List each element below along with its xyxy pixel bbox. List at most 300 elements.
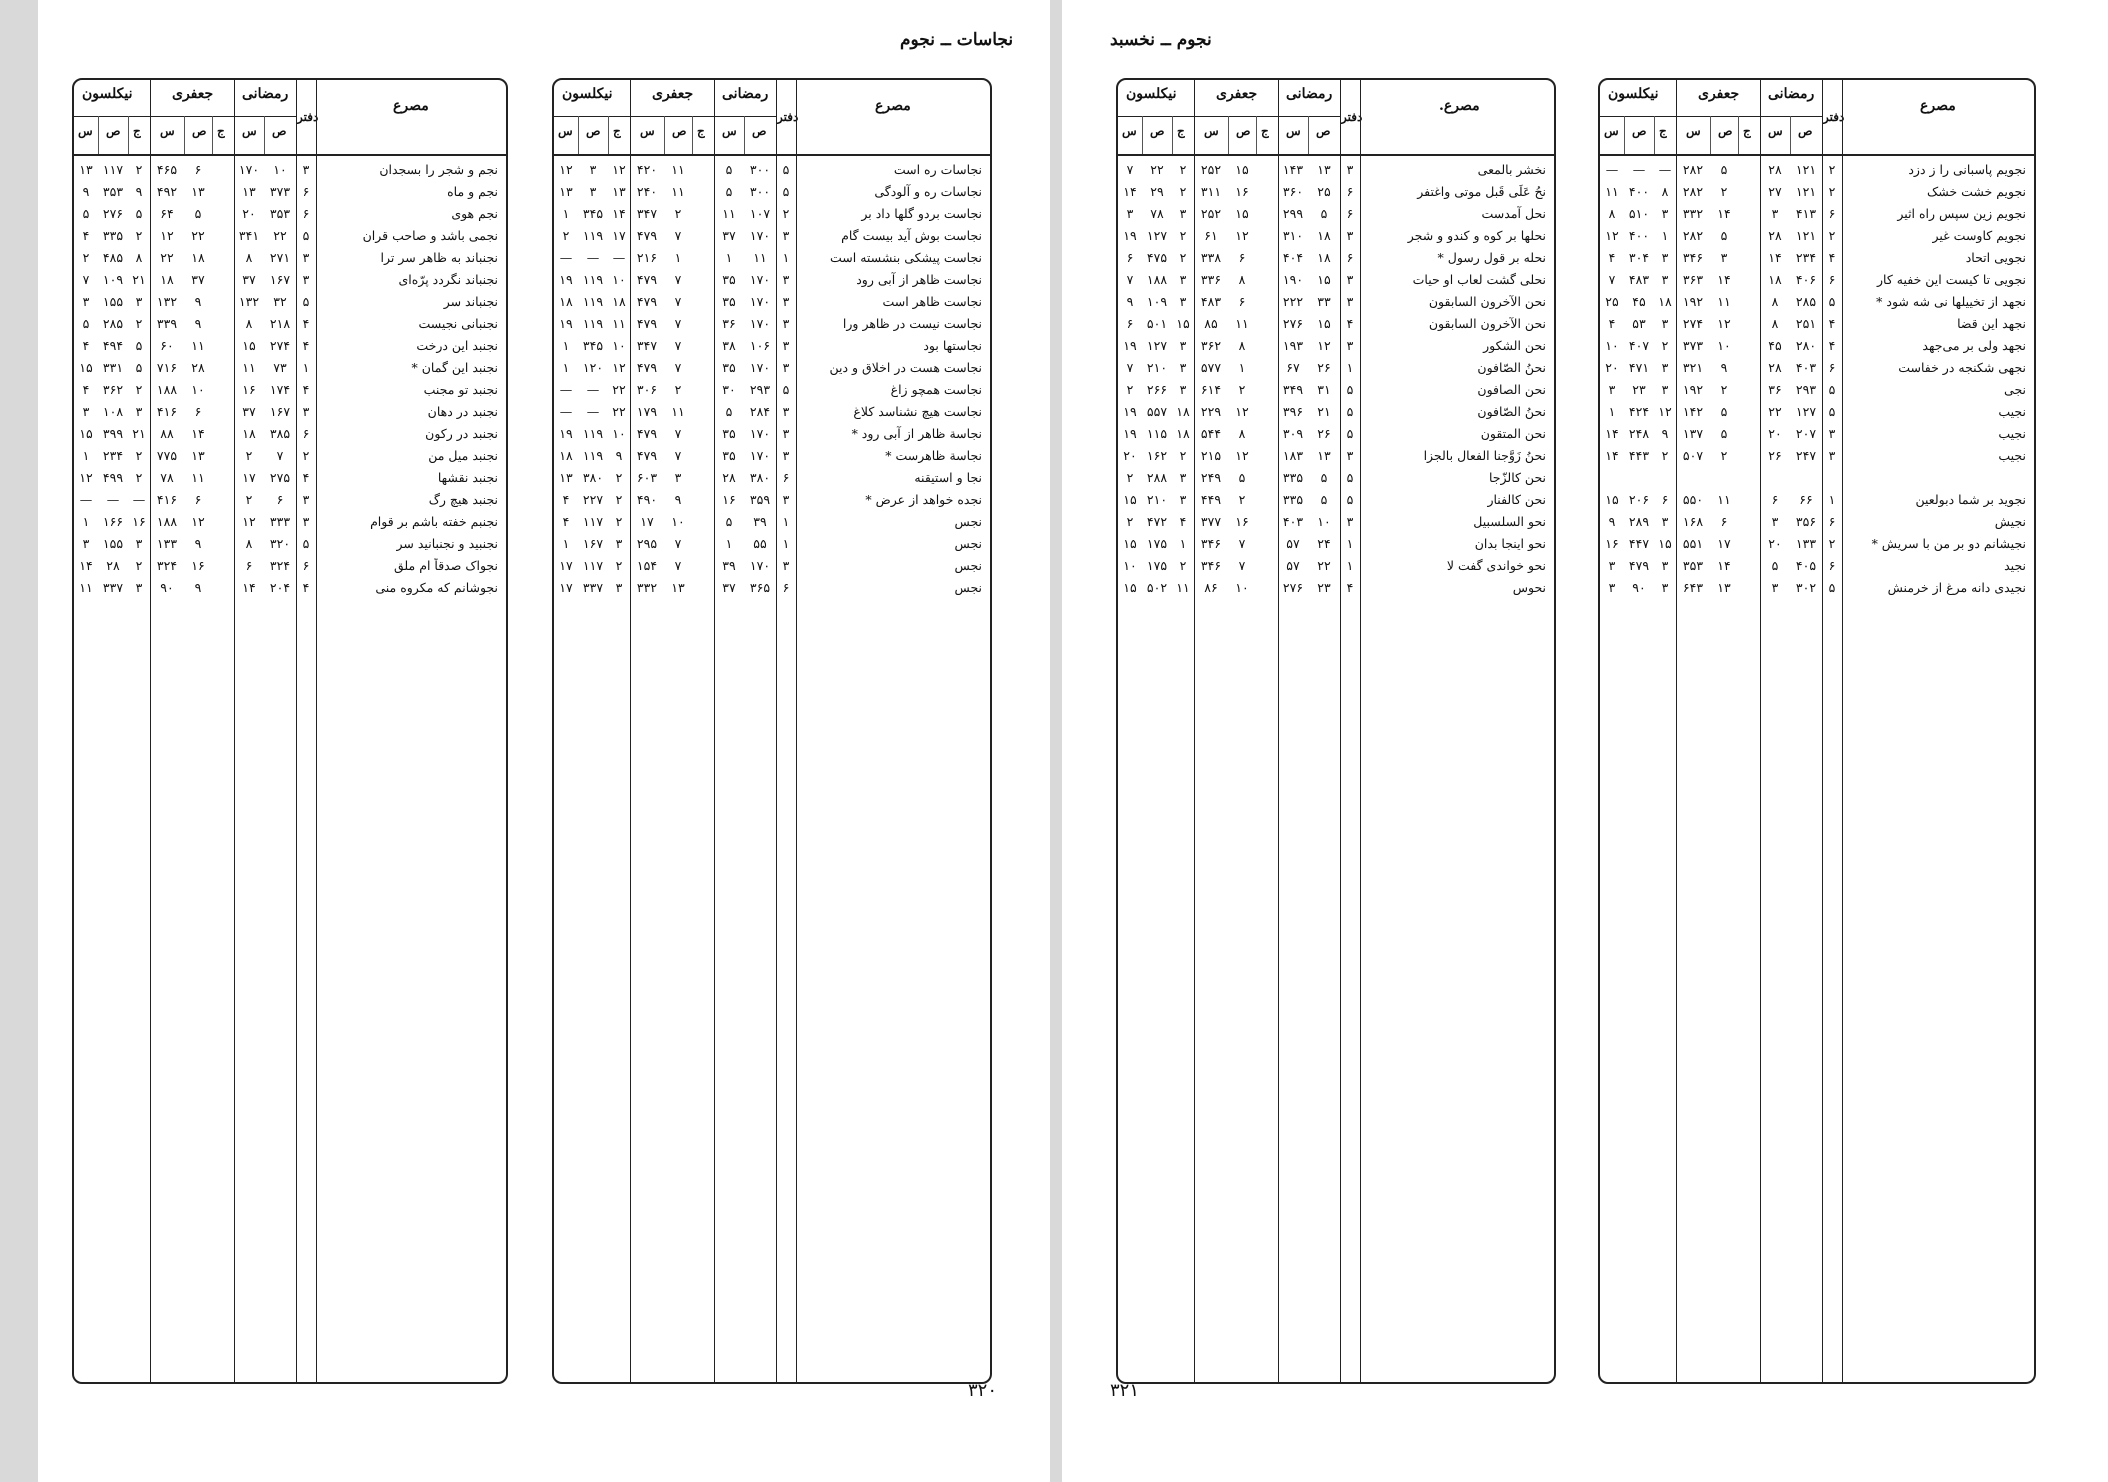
reference-number: ۳۶۵ (749, 580, 771, 595)
subheader-label: س (1122, 124, 1137, 138)
table-row (74, 360, 506, 379)
reference-number: ۲۱ (132, 426, 146, 441)
reference-number: ۷ (674, 338, 682, 353)
reference-number: ۳ (1608, 382, 1616, 397)
table-header (74, 80, 506, 156)
reference-number: ۳ (1179, 470, 1187, 485)
reference-number: ۱ (725, 250, 733, 265)
reference-number: ۳۴۷ (636, 206, 658, 221)
reference-number: ۱۷ (242, 470, 256, 485)
reference-number: ۶ (1346, 184, 1354, 199)
reference-number: ۲۰ (1768, 426, 1782, 441)
subcolumn-divider (212, 116, 213, 154)
reference-number: ۳ (1346, 448, 1354, 463)
reference-number: ۱۳ (1317, 162, 1331, 177)
verse-text: نحن الصافون (1477, 382, 1546, 397)
reference-number: ۴ (302, 382, 310, 397)
reference-number: ۲۶۶ (1146, 382, 1168, 397)
reference-number: ۳۹۶ (1282, 404, 1304, 419)
reference-number: ۴۷۹ (636, 294, 658, 309)
reference-number: ۳ (1346, 162, 1354, 177)
reference-number: ۳ (82, 294, 90, 309)
reference-number: ۱۷ (612, 228, 626, 243)
reference-number: ۱۶ (132, 514, 146, 529)
reference-number: ۷ (674, 426, 682, 441)
subheader-label: ص (1236, 124, 1251, 138)
reference-number: ۸ (1238, 272, 1246, 287)
reference-number: ۱۴ (1717, 206, 1731, 221)
reference-number: ۲ (1126, 470, 1134, 485)
reference-number: ۲۷۴ (1682, 316, 1704, 331)
reference-number: ۲ (1720, 382, 1728, 397)
reference-number: ۱ (782, 536, 790, 551)
subcolumn-divider (1256, 116, 1257, 154)
reference-number: ۳۳۷ (582, 580, 604, 595)
reference-number: ۱۷ (640, 514, 654, 529)
verse-text: نجیش (1994, 514, 2026, 529)
subcolumn-divider (1228, 116, 1229, 154)
table-row (74, 580, 506, 599)
verse-text: نجس (954, 536, 982, 551)
reference-number: ۱۰ (1317, 514, 1331, 529)
verse-text: نجس (954, 558, 982, 573)
reference-number: ۷ (674, 272, 682, 287)
verse-text: نجیب (1998, 448, 2026, 463)
reference-number: ۵ (1320, 492, 1328, 507)
reference-number: ۲۸۲ (1682, 184, 1704, 199)
table-row (1118, 228, 1554, 247)
reference-number: ۱۵۴ (636, 558, 658, 573)
reference-number: ۷ (82, 272, 90, 287)
reference-number: ۱۲ (1317, 338, 1331, 353)
reference-number: ۵ (1720, 426, 1728, 441)
reference-number: ۱۷۰ (749, 272, 771, 287)
subheader-label: ص (192, 124, 207, 138)
verse-text: نحن المتقون (1480, 426, 1546, 441)
table-row (554, 404, 990, 423)
reference-number: ۱۱ (191, 338, 205, 353)
reference-number: ۹۰ (1632, 580, 1646, 595)
reference-number: ۵۷۷ (1200, 360, 1222, 375)
reference-number: ۴۴۳ (1628, 448, 1650, 463)
reference-number: ۳۹ (722, 558, 736, 573)
reference-number: ۱۱۹ (582, 448, 604, 463)
reference-number: ۱۱ (1176, 580, 1190, 595)
reference-number: ۵۰۲ (1146, 580, 1168, 595)
reference-number: ۲۰ (1605, 360, 1619, 375)
reference-number: ۳۶۳ (1682, 272, 1704, 287)
reference-number: ۳ (1126, 206, 1134, 221)
reference-number: ۶ (194, 162, 202, 177)
reference-number: ۱۵ (1123, 536, 1137, 551)
reference-number: ۲۳ (1317, 580, 1331, 595)
reference-number: ۲۷۶ (1282, 316, 1304, 331)
reference-number: ۲ (674, 382, 682, 397)
table-row (1118, 272, 1554, 291)
reference-number: ۱۳ (79, 162, 93, 177)
reference-number: ۱۲ (1605, 228, 1619, 243)
verse-text: نجهد ولی بر می‌جهد (1922, 338, 2026, 353)
verse-text: نحُ عَلَی قَبل موتی واغتفر (1417, 184, 1546, 199)
reference-number: ۱۳ (191, 184, 205, 199)
table-row (1118, 162, 1554, 181)
verse-text: نجاست هیچ نشناسد کلاغ (853, 404, 982, 419)
table-row (554, 536, 990, 555)
verse-text: نجنبانی نجیست (418, 316, 498, 331)
subheader-label: س (160, 124, 175, 138)
reference-number: ۱۰۶ (749, 338, 771, 353)
reference-number: ۳ (302, 250, 310, 265)
reference-number: ۱ (82, 448, 90, 463)
table-row (1600, 162, 2034, 181)
reference-number: ۱۵ (1317, 316, 1331, 331)
reference-number: ۲ (1238, 382, 1246, 397)
reference-number: ۱۳ (242, 184, 256, 199)
reference-number: ۲۱۰ (1146, 492, 1168, 507)
table-row (1118, 514, 1554, 533)
reference-number: ۱۲ (79, 470, 93, 485)
reference-number: ۲ (1179, 250, 1187, 265)
reference-number: ۷۸ (1150, 206, 1164, 221)
reference-number: ۱۳۲ (238, 294, 260, 309)
verse-text: نجاسة ظاهرست * (885, 448, 982, 463)
reference-number: ۱۱۷ (102, 162, 124, 177)
reference-number: ۲ (1179, 162, 1187, 177)
header-jafari: جعفری (1698, 86, 1740, 102)
verse-text: نجاست پیشکی بنشسته است (830, 250, 982, 265)
reference-number: ۱۲ (612, 360, 626, 375)
reference-number: ۱۵ (79, 360, 93, 375)
reference-number: ۳۸۵ (269, 426, 291, 441)
reference-number: ۶ (194, 492, 202, 507)
header-jafari: جعفری (1216, 86, 1258, 102)
verse-text: نجواک صدقاً ام ملق (393, 558, 498, 573)
subheader-label: س (1768, 124, 1783, 138)
reference-number: ۶ (245, 558, 253, 573)
reference-number: ۳ (782, 338, 790, 353)
reference-number: ۳۵۹ (749, 492, 771, 507)
table-row (1600, 250, 2034, 269)
reference-number: ۲۹ (1150, 184, 1164, 199)
reference-number: ۳۱۰ (1282, 228, 1304, 243)
table-row (554, 184, 990, 203)
reference-number: ۶۶ (1799, 492, 1813, 507)
reference-number: ۱۷۵ (1146, 536, 1168, 551)
reference-number: ۲ (135, 228, 143, 243)
reference-number: ۳۶ (1768, 382, 1782, 397)
reference-number: ۹ (194, 580, 202, 595)
reference-number: ۳۲۴ (269, 558, 291, 573)
table-row (1118, 492, 1554, 511)
table-row (74, 404, 506, 423)
reference-number: ۱۹ (1123, 404, 1137, 419)
reference-number: ۵ (1320, 206, 1328, 221)
reference-number: ۱۳۷ (1682, 426, 1704, 441)
subcolumn-divider (1172, 116, 1173, 154)
reference-number: ۳ (1828, 448, 1836, 463)
subheader-label: ص (1718, 124, 1733, 138)
reference-number: ۵ (135, 360, 143, 375)
reference-number: ۴۰۰ (1628, 184, 1650, 199)
reference-number: ۳ (1179, 492, 1187, 507)
reference-number: ۴۵ (1768, 338, 1782, 353)
reference-number: ۷ (276, 448, 284, 463)
reference-number: ۶ (302, 184, 310, 199)
subheader-label: س (1286, 124, 1301, 138)
reference-number: ۲۰ (1123, 448, 1137, 463)
table-row (1600, 580, 2034, 599)
reference-number: ۱۱ (1717, 294, 1731, 309)
reference-number: ۱ (562, 338, 570, 353)
reference-number: ۲ (1179, 228, 1187, 243)
reference-number: ۳ (782, 448, 790, 463)
reference-number: ۵۰۷ (1682, 448, 1704, 463)
reference-number: ۴۰۰ (1628, 228, 1650, 243)
header-nicholson: نیکلسون (562, 86, 613, 102)
reference-number: ۱۸۸ (156, 382, 178, 397)
reference-number: ۲ (615, 558, 623, 573)
subcolumn-divider (264, 116, 265, 154)
header-divider (74, 116, 296, 117)
reference-number: ۵ (194, 206, 202, 221)
reference-number: ۳۳۹ (156, 316, 178, 331)
verse-text: نجیشانم دو بر من با سریش * (1871, 536, 2026, 551)
verse-text: نحن کالزّجا (1488, 470, 1546, 485)
reference-number: ۵ (302, 294, 310, 309)
subcolumn-divider (1710, 116, 1711, 154)
reference-number: ۱۱۹ (582, 426, 604, 441)
reference-number: ۱۱ (79, 580, 93, 595)
reference-number: ۶۴ (160, 206, 174, 221)
subcolumn-divider (1790, 116, 1791, 154)
verse-text: نجنبد در رکون (425, 426, 498, 441)
verse-text: نجهد از تخییلها نی شه شود * (1876, 294, 2026, 309)
verse-text: نجویم زین سپس راه اثیر (1897, 206, 2026, 221)
subcolumn-divider (1142, 116, 1143, 154)
subcolumn-divider (1308, 116, 1309, 154)
reference-number: ۱۱ (722, 206, 736, 221)
reference-number: ۳۳۵ (1282, 492, 1304, 507)
header-divider (1118, 116, 1340, 117)
reference-number: ۴۱۶ (156, 492, 178, 507)
reference-number: ۲۸۲ (1682, 228, 1704, 243)
reference-number: ۳ (615, 536, 623, 551)
reference-number: ۶۰۳ (636, 470, 658, 485)
reference-number: ۳۰۲ (1795, 580, 1817, 595)
reference-number: ۱۹ (1123, 228, 1137, 243)
reference-number: ۴۵ (1632, 294, 1646, 309)
reference-number: ۶ (1238, 294, 1246, 309)
reference-number: ۸ (1661, 184, 1669, 199)
reference-number: ۳ (1720, 250, 1728, 265)
reference-number: ۳۳۵ (1282, 470, 1304, 485)
reference-number: ۱۵ (79, 426, 93, 441)
reference-number: ۹ (82, 184, 90, 199)
reference-number: ۱ (725, 536, 733, 551)
reference-number: ۱۱۹ (582, 294, 604, 309)
table-row (1600, 360, 2034, 379)
verse-text: نجمی باشد و صاحب قران (362, 228, 498, 243)
table-row (74, 206, 506, 225)
reference-number: ۱ (1346, 360, 1354, 375)
reference-number: ۱۹۳ (1282, 338, 1304, 353)
table-row (1600, 536, 2034, 555)
reference-number: ۳ (1771, 514, 1779, 529)
reference-number: ۴۲۴ (1628, 404, 1650, 419)
reference-number: ۲۷۱ (269, 250, 291, 265)
reference-number: ۱ (1828, 492, 1836, 507)
reference-number: ۹ (615, 448, 623, 463)
reference-number: ۱ (1346, 536, 1354, 551)
reference-number: ۲۹۳ (1795, 382, 1817, 397)
reference-number: ۱۷۰ (749, 228, 771, 243)
reference-number: ۱۶۷ (269, 272, 291, 287)
subheader-label: ص (272, 124, 287, 138)
reference-number: ۵ (1771, 558, 1779, 573)
table-row (1118, 206, 1554, 225)
table-row (1118, 580, 1554, 599)
reference-number: ۳ (674, 470, 682, 485)
reference-number: ۲۲ (612, 404, 626, 419)
reference-number: ۲۰۶ (1628, 492, 1650, 507)
verse-text: نجیدی دانه مرغ از خرمنش (1887, 580, 2026, 595)
reference-number: ۳۰۶ (636, 382, 658, 397)
reference-number: ۲۲ (1150, 162, 1164, 177)
reference-number: ۱۴ (612, 206, 626, 221)
reference-number: ۳ (1661, 558, 1669, 573)
reference-number: ۴ (302, 470, 310, 485)
reference-number: ۸ (1771, 316, 1779, 331)
reference-number: ۳ (782, 316, 790, 331)
reference-number: ۳ (782, 294, 790, 309)
reference-number: ۴ (302, 580, 310, 595)
reference-number: ۱ (1661, 228, 1669, 243)
subheader-label: ج (1743, 124, 1751, 138)
reference-number: ۴۸۳ (1200, 294, 1222, 309)
subcolumn-divider (608, 116, 609, 154)
reference-number: ۱۱ (191, 470, 205, 485)
reference-number: ۱۷۰ (749, 360, 771, 375)
reference-number: ۱۰ (671, 514, 685, 529)
reference-number: ۴۰۳ (1282, 514, 1304, 529)
reference-number: — (586, 404, 600, 419)
reference-number: ۷۷۵ (156, 448, 178, 463)
reference-number: ۱۲ (160, 228, 174, 243)
reference-number: ۲ (1828, 184, 1836, 199)
header-daftar: دفتر (777, 110, 799, 124)
reference-number: ۲۲۷ (582, 492, 604, 507)
table-row (1600, 470, 2034, 489)
reference-number: ۱۳۲ (156, 294, 178, 309)
reference-number: ۱۷۰ (749, 558, 771, 573)
reference-number: ۳ (1346, 228, 1354, 243)
reference-number: ۲۱۰ (1146, 360, 1168, 375)
reference-number: ۵۴۴ (1200, 426, 1222, 441)
reference-number: ۲۴۰ (636, 184, 658, 199)
reference-number: ۳ (1661, 316, 1669, 331)
subheader-label: ج (1177, 124, 1185, 138)
reference-number: ۲۵۲ (1200, 162, 1222, 177)
reference-number: ۳۳۵ (102, 228, 124, 243)
reference-number: ۳ (615, 580, 623, 595)
table-row (1118, 184, 1554, 203)
verse-text: نجا و استیقنه (914, 470, 982, 485)
reference-number: ۸۸ (160, 426, 174, 441)
reference-number: ۳۷ (242, 404, 256, 419)
verse-text: نجوید بر شما دبولعین (1915, 492, 2026, 507)
reference-number: ۱۴ (79, 558, 93, 573)
reference-number: ۱۷۰ (749, 426, 771, 441)
reference-number: ۴ (562, 492, 570, 507)
subheader-label: ص (1150, 124, 1165, 138)
table-row (1600, 514, 2034, 533)
reference-number: ۲۸ (1768, 228, 1782, 243)
reference-number: ۹ (135, 184, 143, 199)
reference-number: ۳۵۳ (102, 184, 124, 199)
verse-text: نجنبد هیچ رگ (428, 492, 498, 507)
table-header (1600, 80, 2034, 156)
reference-number: ۱۲ (1235, 404, 1249, 419)
reference-number: ۲ (135, 162, 143, 177)
reference-number: ۵ (1828, 382, 1836, 397)
reference-number: ۱۱ (671, 404, 685, 419)
reference-number: ۴۱۶ (156, 404, 178, 419)
reference-number: ۴۷۹ (1628, 558, 1650, 573)
reference-number: ۴۷۹ (636, 272, 658, 287)
reference-number: ۱۵۵ (102, 294, 124, 309)
verse-text: نحل آمدست (1481, 206, 1546, 221)
verse-text: نحله بر قول رسول * (1437, 250, 1546, 265)
subcolumn-divider (1624, 116, 1625, 154)
concordance-table (1598, 78, 2036, 1384)
reference-number: ۷ (674, 294, 682, 309)
reference-number: ۲ (82, 250, 90, 265)
reference-number: ۱۴۲ (1682, 404, 1704, 419)
reference-number: ۱۰۹ (1146, 294, 1168, 309)
subcolumn-divider (578, 116, 579, 154)
reference-number: ۳۴۵ (582, 338, 604, 353)
table-row (554, 382, 990, 401)
reference-number: ۷ (1238, 558, 1246, 573)
verse-text: نحو السلسبیل (1473, 514, 1546, 529)
reference-number: ۴۷۹ (636, 228, 658, 243)
reference-number: ۱۳ (1317, 448, 1331, 463)
verse-text: نحن الآخرون السابقون (1428, 294, 1546, 309)
reference-number: ۲ (135, 558, 143, 573)
reference-number: ۳ (782, 404, 790, 419)
table-row (1600, 184, 2034, 203)
subheader-label: ص (1316, 124, 1331, 138)
verse-text: نحلها بر کوه و کندو و شجر (1407, 228, 1546, 243)
table-row (1600, 206, 2034, 225)
reference-number: ۳ (1346, 272, 1354, 287)
subheader-label: ج (697, 124, 705, 138)
reference-number: ۱۸۸ (1146, 272, 1168, 287)
reference-number: ۱۰ (612, 272, 626, 287)
reference-number: ۳ (1346, 338, 1354, 353)
reference-number: ۳۵۳ (269, 206, 291, 221)
reference-number: ۳۷ (722, 228, 736, 243)
reference-number: ۱۴ (1123, 184, 1137, 199)
reference-number: ۲ (562, 228, 570, 243)
reference-number: ۳۷۳ (1682, 338, 1704, 353)
reference-number: — (559, 250, 573, 265)
reference-number: ۳ (135, 294, 143, 309)
reference-number: ۱۸ (559, 294, 573, 309)
reference-number: ۱۱۵ (1146, 426, 1168, 441)
reference-number: ۴ (1608, 316, 1616, 331)
reference-number: ۲۷ (1768, 184, 1782, 199)
